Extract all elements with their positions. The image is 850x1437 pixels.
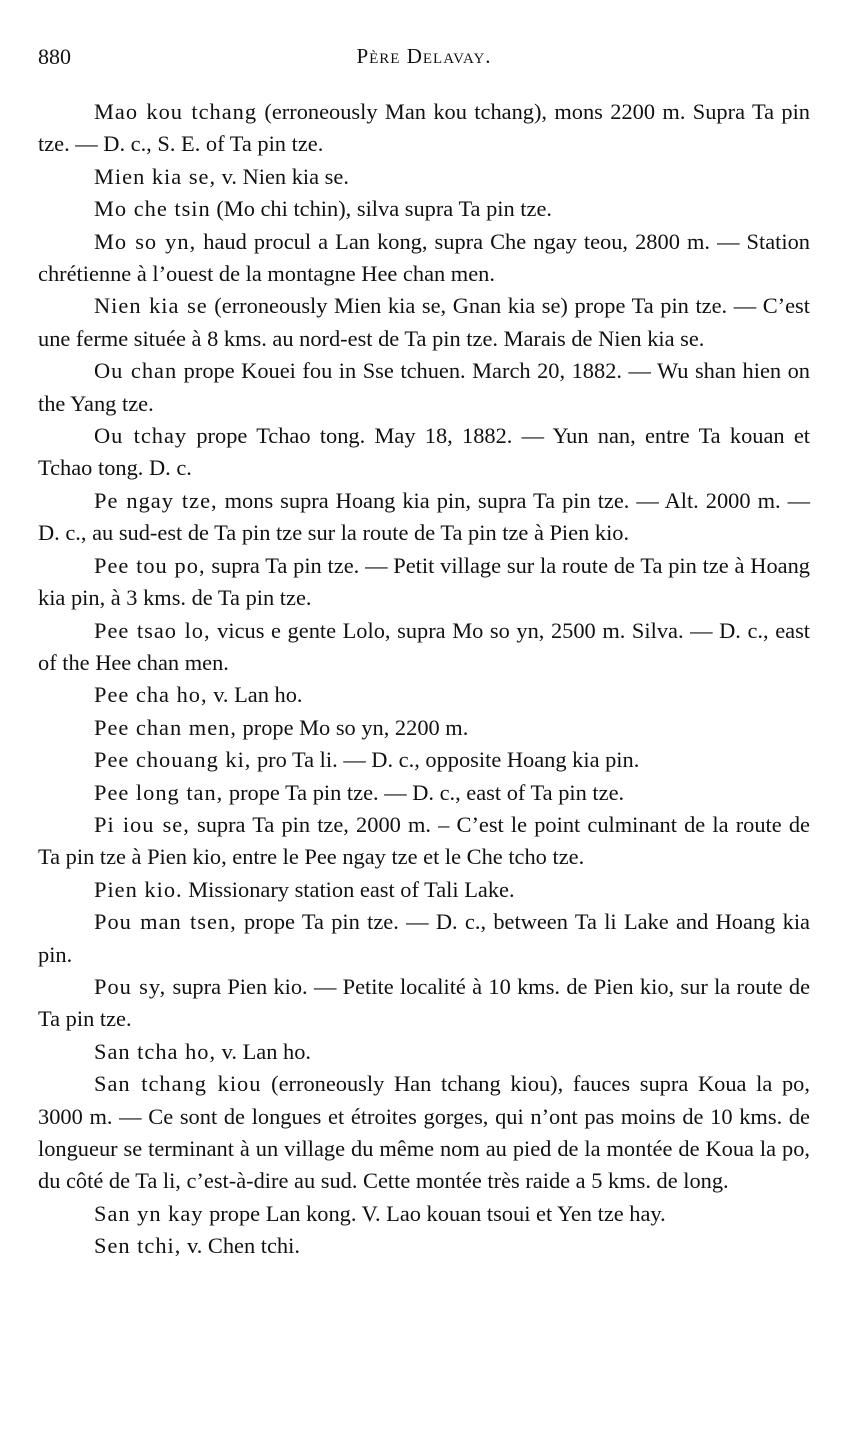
gazetteer-entry: [38, 809, 810, 874]
entry-term: Pien kio.: [94, 876, 183, 902]
entry-text: prope Ta pin tze. — D. c., east of Ta pin tze.: [223, 779, 625, 805]
entry-term: Mien kia se,: [94, 163, 217, 189]
gazetteer-entry: [38, 712, 810, 744]
entry-term: Pee chan men,: [94, 714, 237, 740]
entry-text: (erroneously Han tchang kiou), fauces supra Koua la po, 3000 m. — Ce sont de longues et étroites gorges, qui n’ont pas moins de 10 kms. de longueur se terminant à un village du même nom au pied de la montée de Koua la po, du côté de Ta li, c’est-à-dire au sud. Cette montée très raide a 5 kms. de long.: [38, 1071, 810, 1194]
entry-term: Pe ngay tze,: [94, 487, 218, 513]
gazetteer-entry: [38, 161, 810, 193]
entry-term: San yn kay: [94, 1200, 204, 1226]
entry-term: Pee long tan,: [94, 779, 224, 805]
entry-text: prope Mo so yn, 2200 m.: [236, 714, 469, 740]
entry-text: v. Nien kia se.: [216, 163, 349, 189]
entry-term: Mo che tsin: [94, 196, 211, 222]
entry-text: (Mo chi tchin), silva supra Ta pin tze.: [210, 196, 552, 222]
gazetteer-entries: [38, 96, 810, 1263]
entry-text: prope Lan kong. V. Lao kouan tsoui et Yen tze hay.: [203, 1200, 666, 1226]
entry-text: mons supra Hoang kia pin, supra Ta pin tze. — Alt. 2000 m. — D. c., au sud-est de Ta pin tze sur la route de Ta pin tze à Pien kio.: [38, 487, 810, 546]
entry-term: San tchang kiou: [94, 1071, 262, 1097]
entry-term: Pee tou po,: [94, 552, 206, 578]
entry-text: supra Pien kio. — Petite localité à 10 kms. de Pien kio, sur la route de Ta pin tze.: [38, 973, 811, 1032]
entry-term: Pi iou se,: [94, 811, 190, 837]
gazetteer-entry: [38, 679, 810, 711]
entry-term: Mao kou tchang: [94, 99, 258, 124]
entry-text: supra Ta pin tze, 2000 m. – C’est le point culminant de la route de Ta pin tze à Pien kio, entre le Pee ngay tze et le Che tcho tze.: [38, 811, 810, 870]
entry-text: prope Kouei fou in Sse tchuen. March 20, 1882. — Wu shan hien on the Yang tze.: [38, 358, 810, 416]
gazetteer-entry: [38, 226, 810, 291]
gazetteer-entry: [38, 1036, 810, 1068]
gazetteer-entry: [38, 290, 810, 355]
entry-text: v. Chen tchi.: [181, 1233, 300, 1259]
entry-text: supra Ta pin tze. — Petit village sur la route de Ta pin tze à Hoang kia pin, à 3 kms. de Ta pin tze.: [38, 552, 811, 611]
entry-text: pro Ta li. — D. c., opposite Hoang kia pin.: [251, 747, 640, 773]
entry-term: Pou sy,: [94, 973, 167, 999]
entry-text: (erroneously Mien kia se, Gnan kia se) prope Ta pin tze. — C’est une ferme située à 8 kms. au nord-est de Ta pin tze. Marais de Nien kia se.: [38, 293, 810, 351]
entry-term: Pee cha ho,: [94, 682, 208, 708]
gazetteer-entry: [38, 906, 810, 971]
gazetteer-entry: [38, 777, 810, 809]
gazetteer-entry: [38, 971, 810, 1036]
entry-term: Nien kia se: [94, 293, 208, 319]
gazetteer-entry: [38, 744, 810, 776]
entry-text: v. Lan ho.: [216, 1038, 311, 1064]
entry-text: prope Ta pin tze. — D. c., between Ta li Lake and Hoang kia pin.: [38, 909, 810, 967]
running-head: [38, 44, 810, 74]
gazetteer-entry: [38, 96, 810, 161]
entry-text: Missionary station east of Tali Lake.: [182, 876, 515, 902]
entry-term: Sen tchi,: [94, 1233, 182, 1259]
entry-text: (erroneously Man kou tchang), mons 2200 m. Supra Ta pin tze. — D. c., S. E. of Ta pin tze.: [38, 99, 810, 157]
gazetteer-entry: [38, 355, 810, 420]
entry-term: Mo so yn,: [94, 228, 197, 254]
gazetteer-entry: [38, 874, 810, 906]
entry-text: v. Lan ho.: [207, 682, 303, 708]
entry-text: vicus e gente Lolo, supra Mo so yn, 2500 m. Silva. — D. c., east of the Hee chan men.: [38, 617, 811, 675]
entry-term: San tcha ho,: [94, 1038, 217, 1064]
gazetteer-entry: [38, 550, 810, 615]
gazetteer-entry: [38, 1198, 810, 1230]
running-title: Père Delavay.: [356, 44, 492, 68]
entry-text: prope Tchao tong. May 18, 1882. — Yun nan, entre Ta kouan et Tchao tong. D. c.: [38, 423, 811, 481]
gazetteer-entry: [38, 615, 810, 680]
gazetteer-entry: [38, 193, 810, 225]
gazetteer-entry: [38, 1068, 810, 1198]
entry-term: Pee tsao lo,: [94, 617, 211, 643]
entry-text: haud procul a Lan kong, supra Che ngay teou, 2800 m. — Station chrétienne à l’ouest de la montagne Hee chan men.: [38, 228, 810, 287]
page-number: 880: [38, 44, 71, 69]
entry-term: Ou tchay: [94, 423, 188, 449]
entry-term: Ou chan: [94, 358, 178, 384]
gazetteer-entry: [38, 485, 810, 550]
gazetteer-entry: [38, 1230, 810, 1262]
entry-term: Pou man tsen,: [94, 909, 237, 935]
entry-term: Pee chouang ki,: [94, 747, 252, 773]
gazetteer-entry: [38, 420, 810, 485]
